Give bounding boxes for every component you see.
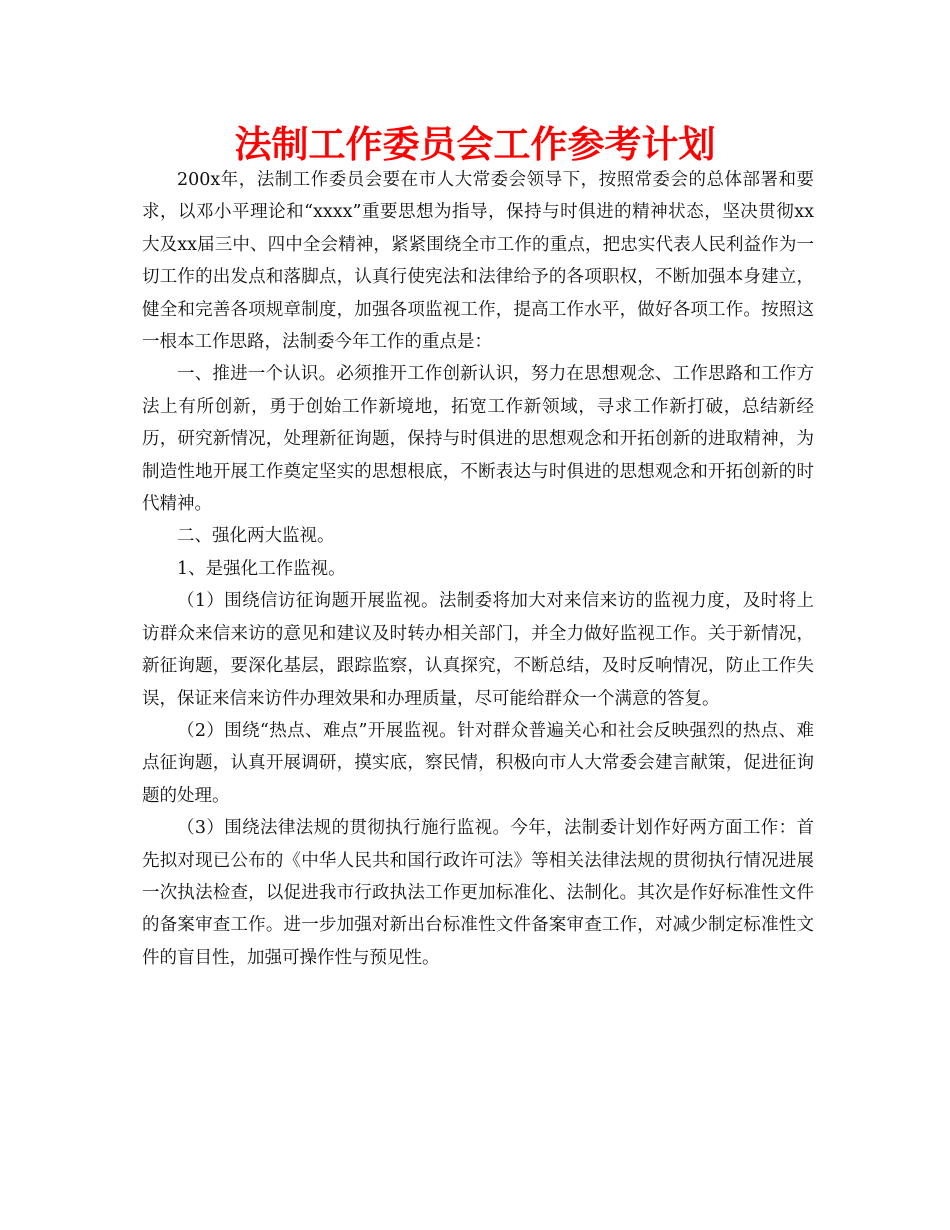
document-body [142, 164, 814, 974]
paragraph-item-3: （3）围绕法律法规的贯彻执行施行监视。今年，法制委计划作好两方面工作：首先拟对现已公布的《中华人民共和国行政许可法》等相关法律法规的贯彻执行情况进展一次执法检查，以促进我市行政执法工作更加标准化、法制化。其次是作好标准性文件的备案审查工作。进一步加强对新出台标准性文件备案审查工作，对减少制定标准性文件的盲目性，加强可操作性与预见性。 [142, 818, 814, 968]
paragraph-intro: 200x年，法制工作委员会要在市人大常委会领导下，按照常委会的总体部署和要求，以邓小平理论和“xxxx”重要思想为指导，保持与时俱进的精神状态，坚决贯彻xx大及xx届三中、四中全会精神，紧紧围绕全市工作的重点，把忠实代表人民利益作为一切工作的出发点和落脚点，认真行使宪法和法律给予的各项职权，不断加强本身建立，健全和完善各项规章制度，加强各项监视工作，提高工作水平，做好各项工作。按照这一根本工作思路，法制委今年工作的重点是： [142, 170, 814, 353]
paragraph-subsection-1-heading: 1、是强化工作监视。 [177, 558, 346, 579]
paragraph-section-1: 一、推进一个认识。必须推开工作创新认识，努力在思想观念、工作思路和工作方法上有所创新，勇于创始工作新境地，拓宽工作新领域，寻求工作新打破，总结新经历，研究新情况，处理新征询题，保持与时俱进的思想观念和开拓创新的进取精神，为制造性地开展工作奠定坚实的思想根底，不断表达与时俱进的思想观念和开拓创新的时代精神。 [142, 364, 814, 515]
paragraph-item-1: （1）围绕信访征询题开展监视。法制委将加大对来信来访的监视力度，及时将上访群众来信来访的意见和建议及时转办相关部门，并全力做好监视工作。关于新情况，新征询题，要深化基层，跟踪监察，认真探究，不断总结，及时反响情况，防止工作失误，保证来信来访件办理效果和办理质量，尽可能给群众一个满意的答复。 [142, 591, 814, 709]
paragraph-item-2: （2）围绕“热点、难点”开展监视。针对群众普遍关心和社会反映强烈的热点、难点征询题，认真开展调研，摸实底，察民情，积极向市人大常委会建言献策，促进征询题的处理。 [142, 720, 814, 806]
document-title: 法制工作委员会工作参考计划 [234, 123, 716, 166]
paragraph-section-2-heading: 二、强化两大监视。 [177, 526, 335, 547]
